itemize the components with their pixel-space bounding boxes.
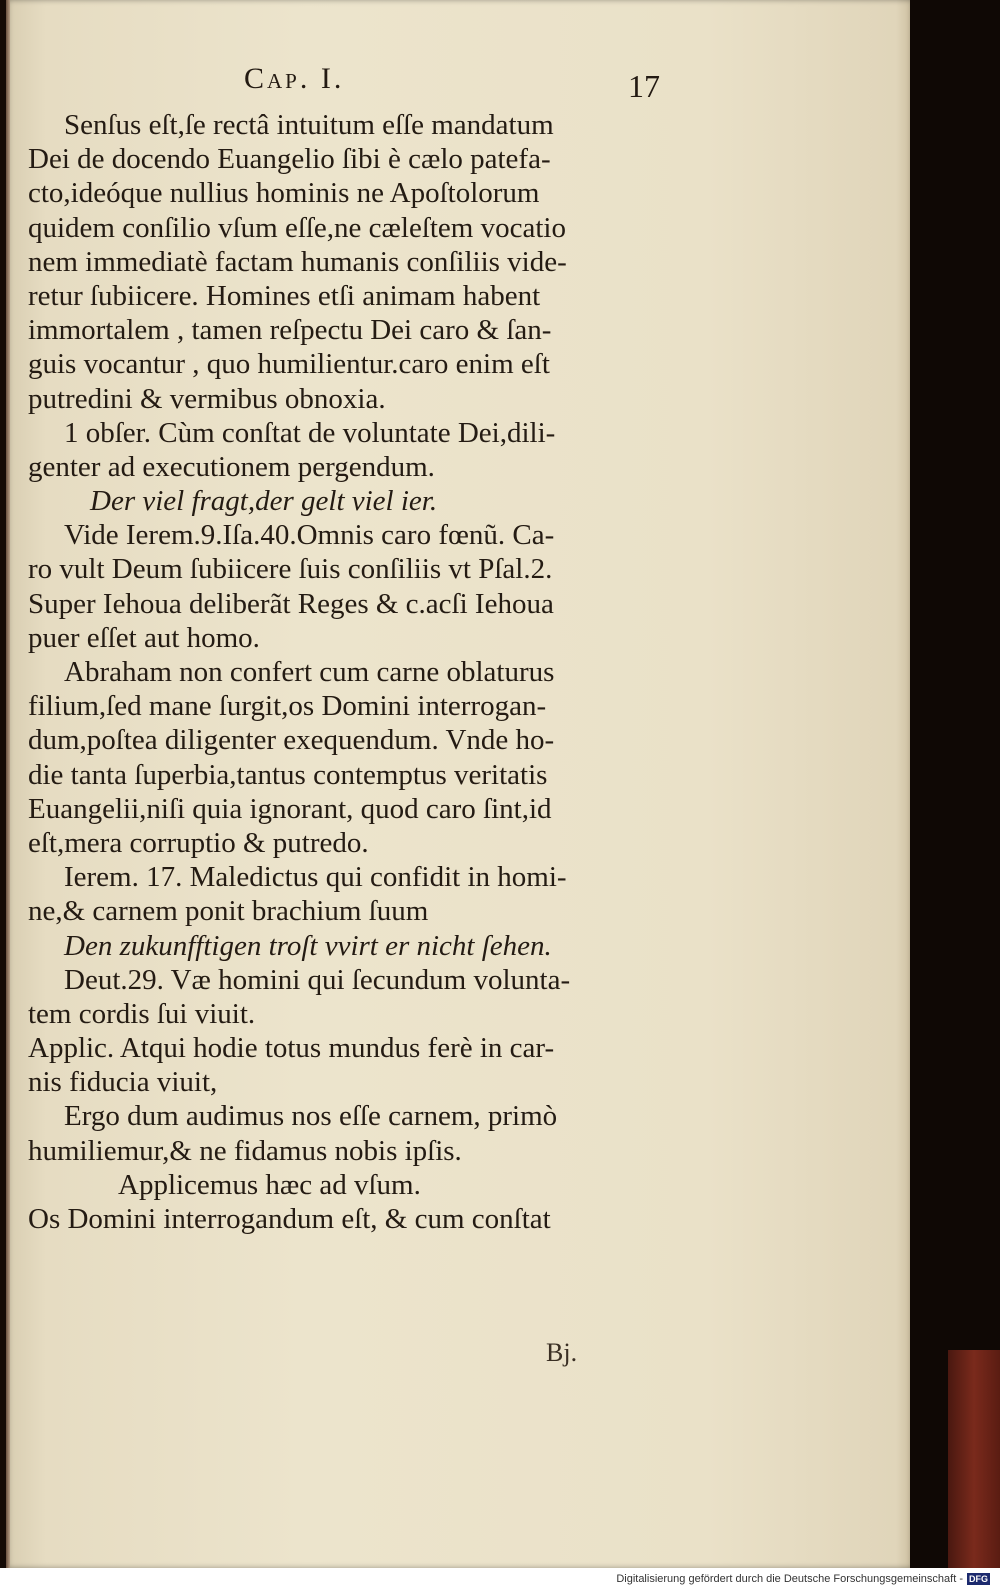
text-line: Euangelii,niſi quia ignorant, quod caro ſint,id (28, 792, 552, 825)
text-line: guis vocantur , quo humilientur.caro enim eſt (28, 348, 550, 381)
text-line: nis fiducia viuit, (28, 1066, 218, 1099)
text-line: Dei de docendo Euangelio ſibi è cælo patefa- (28, 143, 551, 176)
text-line: genter ad executionem pergendum. (28, 450, 435, 483)
page-edge (6, 0, 10, 1568)
text-line: nem immediatè factam humanis conſiliis vide- (28, 245, 567, 278)
text-line: filium,ſed mane ſurgit,os Domini interrogan- (28, 690, 547, 723)
text-line: retur ſubiicere. Homines etſi animam habent (28, 279, 541, 312)
text-line: Abraham non confert cum carne oblaturus (64, 656, 555, 688)
text-line: dum,poſtea diligenter exequendum. Vnde ho- (28, 724, 555, 757)
text-line: quidem conſilio vſum eſſe,ne cæleſtem vocatio (28, 211, 566, 244)
text-line: ro vult Deum ſubiicere ſuis conſiliis vt Pſal.2. (28, 553, 553, 586)
dfg-logo: DFG (969, 1574, 988, 1585)
signature-mark: Bj. (546, 1338, 578, 1367)
text-line: Der viel fragt,der gelt viel ier. (90, 485, 438, 518)
text-line: Vide Ierem.9.Iſa.40.Omnis caro fœnũ. Ca- (64, 519, 555, 552)
text-line: immortalem , tamen reſpectu Dei caro & ſan- (28, 314, 552, 347)
text-line: Super Iehoua deliberãt Reges & c.acſi Iehoua (28, 587, 554, 620)
text-line: Ierem. 17. Maledictus qui confidit in homi- (64, 861, 567, 894)
chapter-header: Cap. I. (244, 62, 345, 95)
text-line: Applicemus hæc ad vſum. (118, 1168, 421, 1201)
body-text (28, 108, 688, 1236)
bookmark-ribbon (948, 1350, 1000, 1568)
text-line: Deut.29. Væ homini qui ſecundum volunta- (64, 963, 571, 996)
text-line: Senſus eſt,ſe rectâ intuitum eſſe mandatum (64, 109, 554, 141)
credit-text: Digitalisierung gefördert durch die Deutsche Forschungsgemeinschaft - (616, 1573, 963, 1585)
page-number: 17 (628, 68, 660, 104)
text-line: Den zukunfftigen troſt vvirt er nicht ſehen. (64, 929, 552, 962)
text-line: Os Domini interrogandum eſt, & cum conſtat (28, 1203, 551, 1235)
text-line: Ergo dum audimus nos eſſe carnem, primò (64, 1100, 558, 1133)
text-line: humiliemur,& ne fidamus nobis ipſis. (28, 1134, 462, 1167)
text-line: putredini & vermibus obnoxia. (28, 382, 386, 415)
text-line: Applic. Atqui hodie totus mundus ferè in car- (28, 1032, 555, 1065)
text-line: puer eſſet aut homo. (28, 621, 260, 654)
scan-dark-margin (910, 0, 1000, 1568)
text-line: tem cordis ſui viuit. (28, 997, 256, 1030)
book-page (6, 0, 910, 1568)
text-line: ne,& carnem ponit brachium ſuum (28, 895, 429, 928)
text-line: eſt,mera corruptio & putredo. (28, 826, 369, 859)
text-line: cto,ideóque nullius hominis ne Apoſtolorum (28, 177, 540, 210)
digitization-credit (0, 1568, 1000, 1590)
text-line: 1 obſer. Cùm conſtat de voluntate Dei,dili- (64, 416, 556, 449)
text-line: die tanta ſuperbia,tantus contemptus veritatis (28, 758, 548, 791)
